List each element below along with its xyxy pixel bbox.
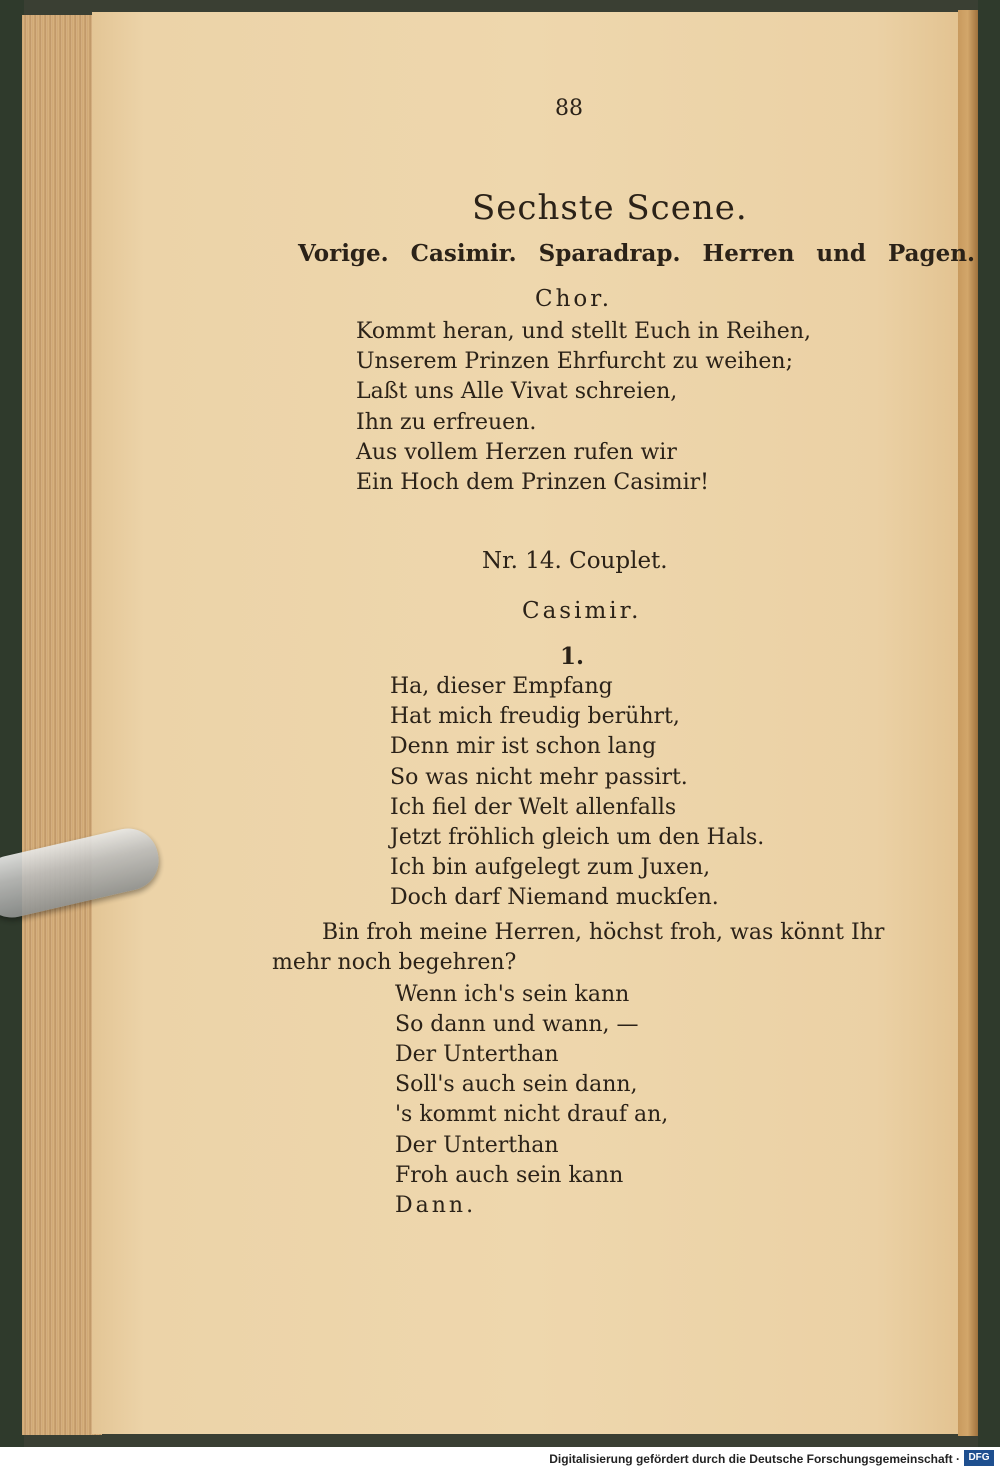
right-cover-shadow bbox=[978, 0, 1000, 1447]
prose-line: Bin froh meine Herren, höchst froh, was könnt Ihr bbox=[322, 920, 885, 945]
chor-line: Aus vollem Herzen rufen wir bbox=[356, 440, 677, 465]
couplet-line: Ich fiel der Welt allenfalls bbox=[390, 795, 677, 820]
couplet-line: Der Unterthan bbox=[395, 1133, 559, 1158]
couplet-line: Ha, dieser Empfang bbox=[390, 674, 613, 699]
page-number: 88 bbox=[555, 96, 583, 121]
chor-line: Kommt heran, und stellt Euch in Reihen, bbox=[356, 319, 811, 344]
couplet-line: Soll's auch sein dann, bbox=[395, 1072, 638, 1097]
number-heading: Nr. 14. Couplet. bbox=[482, 548, 668, 574]
couplet-line: 's kommt nicht drauf an, bbox=[395, 1102, 669, 1127]
book-spine-shadow bbox=[0, 0, 24, 1447]
chor-label: Chor. bbox=[535, 286, 613, 312]
couplet-line: Dann. bbox=[395, 1193, 477, 1218]
couplet-line: Wenn ich's sein kann bbox=[395, 982, 630, 1007]
couplet-line: Jetzt fröhlich gleich um den Hals. bbox=[390, 825, 765, 850]
couplet-line: So was nicht mehr passirt. bbox=[390, 765, 688, 790]
dfg-logo[interactable]: DFG bbox=[964, 1450, 994, 1466]
chor-line: Ihn zu erfreuen. bbox=[356, 410, 537, 435]
chor-line: Laßt uns Alle Vivat schreien, bbox=[356, 379, 678, 404]
page-edges bbox=[22, 15, 102, 1435]
scene-title: Sechste Scene. bbox=[472, 188, 748, 228]
prose-line: mehr noch begehren? bbox=[272, 950, 517, 975]
chor-line: Ein Hoch dem Prinzen Casimir! bbox=[356, 470, 709, 495]
cast-line: Vorige. Casimir. Sparadrap. Herren und Pagen. bbox=[298, 240, 975, 267]
funding-credit: Digitalisierung gefördert durch die Deutsche Forschungsgemeinschaft · bbox=[549, 1452, 960, 1466]
strophe-number: 1. bbox=[560, 643, 585, 670]
couplet-line: Der Unterthan bbox=[395, 1042, 559, 1067]
couplet-line: Froh auch sein kann bbox=[395, 1163, 624, 1188]
couplet-line: Denn mir ist schon lang bbox=[390, 734, 657, 759]
singer-name: Casimir. bbox=[522, 598, 642, 624]
chor-line: Unserem Prinzen Ehrfurcht zu weihen; bbox=[356, 349, 794, 374]
couplet-line: Hat mich freudig berührt, bbox=[390, 704, 680, 729]
couplet-line: Ich bin aufgelegt zum Juxen, bbox=[390, 855, 711, 880]
couplet-line: So dann und wann, — bbox=[395, 1012, 639, 1037]
couplet-line: Doch darf Niemand muckſen. bbox=[390, 885, 719, 910]
